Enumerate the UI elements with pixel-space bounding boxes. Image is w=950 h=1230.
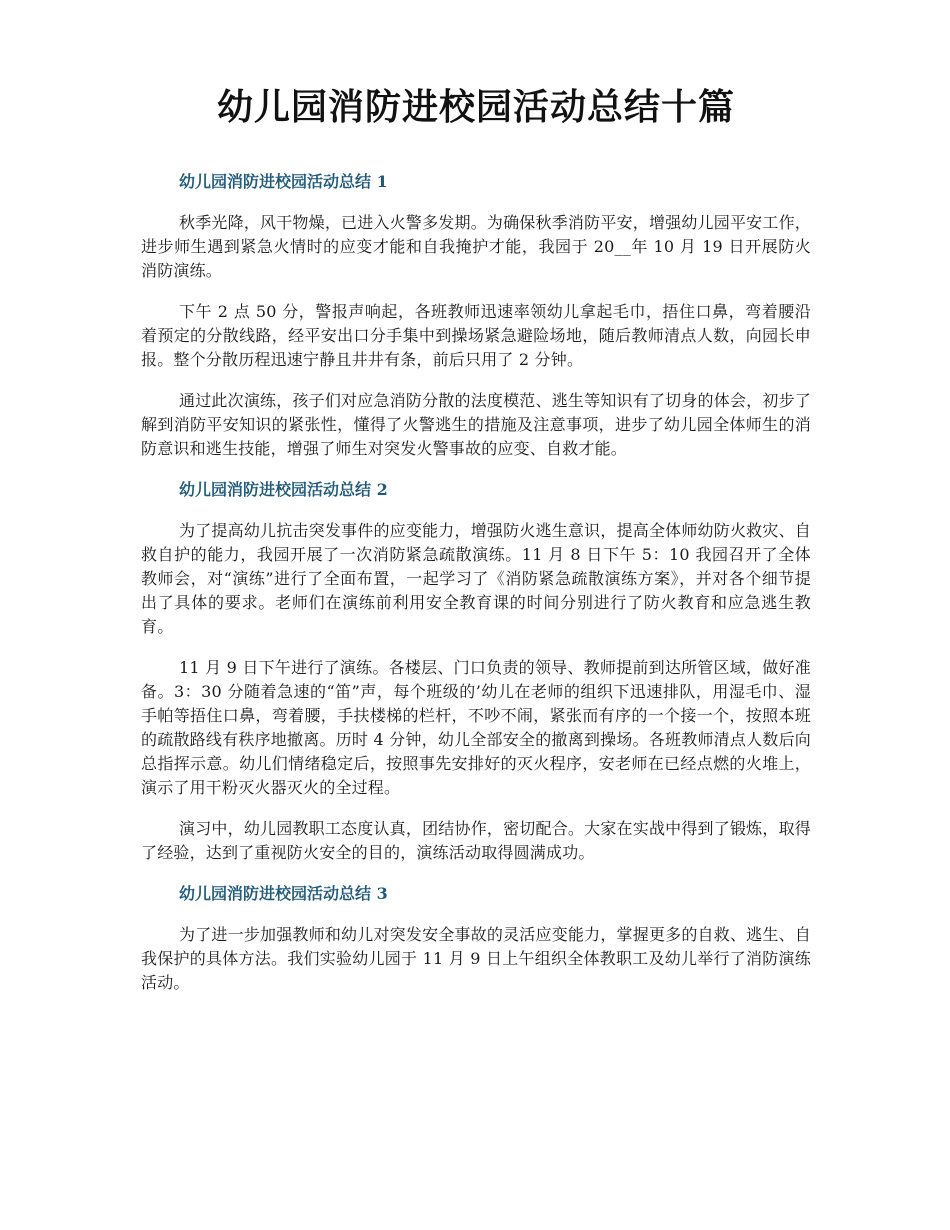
document-page (141, 0, 811, 995)
section-3 (141, 882, 811, 995)
paragraph: 通过此次演练，孩子们对应急消防分散的法度模范、逃生等知识有了切身的体会，初步了解到消防平安知识的紧张性，懂得了火警逃生的措施及注意事项，进步了幼儿园全体师生的消防意识和逃生技能，增强了师生对突发火警事故的应变、自救才能。 (141, 391, 811, 458)
paragraph: 为了提高幼儿抗击突发事件的应变能力，增强防火逃生意识，提高全体师幼防火救灾、自救自护的能力，我园开展了一次消防紧急疏散演练。11 月 8 日下午 5：10 我园召开了全体教师会，对“演练”进行了全面布置，一起学习了《消防紧急疏散演练方案》，并对各个细节提出了具体的要求。老师们在演练前利用安全教育课的时间分别进行了防火教育和应急逃生教育。 (141, 521, 811, 636)
paragraph: 下午 2 点 50 分，警报声响起，各班教师迅速率领幼儿拿起毛巾，捂住口鼻，弯着腰沿着预定的分散线路，经平安出口分手集中到操场紧急避险场地，随后教师清点人数，向园长申报。整个分散历程迅速宁静且井井有条，前后只用了 2 分钟。 (141, 302, 811, 369)
paragraph: 11 月 9 日下午进行了演练。各楼层、门口负责的领导、教师提前到达所管区域，做好准备。3：30 分随着急速的“笛”声，每个班级的’幼儿在老师的组织下迅速排队，用湿毛巾、湿手帕等捂住口鼻，弯着腰，手扶楼梯的栏杆，不吵不闹，紧张而有序的一个接一个，按照本班的疏散路线有秩序地撤离。历时 4 分钟，幼儿全部安全的撤离到操场。各班教师清点人数后向总指挥示意。幼儿们情绪稳定后，按照事先安排好的灭火程序，安老师在已经点燃的火堆上，演示了用干粉灭火器灭火的全过程。 (141, 658, 811, 797)
section-2 (141, 478, 811, 882)
section-1 (141, 170, 811, 478)
document-title: 幼儿园消防进校园活动总结十篇 (216, 86, 735, 128)
paragraph: 为了进一步加强教师和幼儿对突发安全事故的灵活应变能力，掌握更多的自救、逃生、自我保护的具体方法。我们实验幼儿园于 11 月 9 日上午组织全体教职工及幼儿举行了消防演练活动。 (141, 925, 811, 992)
paragraph: 演习中，幼儿园教职工态度认真，团结协作，密切配合。大家在实战中得到了锻炼，取得了经验，达到了重视防火安全的目的，演练活动取得圆满成功。 (141, 819, 811, 862)
section-heading: 幼儿园消防进校园活动总结 3 (179, 884, 388, 903)
section-heading: 幼儿园消防进校园活动总结 2 (179, 480, 388, 499)
section-heading: 幼儿园消防进校园活动总结 1 (179, 172, 388, 191)
paragraph: 秋季光降，风干物燥，已进入火警多发期。为确保秋季消防平安，增强幼儿园平安工作，进步师生遇到紧急火情时的应变才能和自我掩护才能，我园于 20__年 10 月 19 日开展防火消防演练。 (141, 213, 811, 280)
